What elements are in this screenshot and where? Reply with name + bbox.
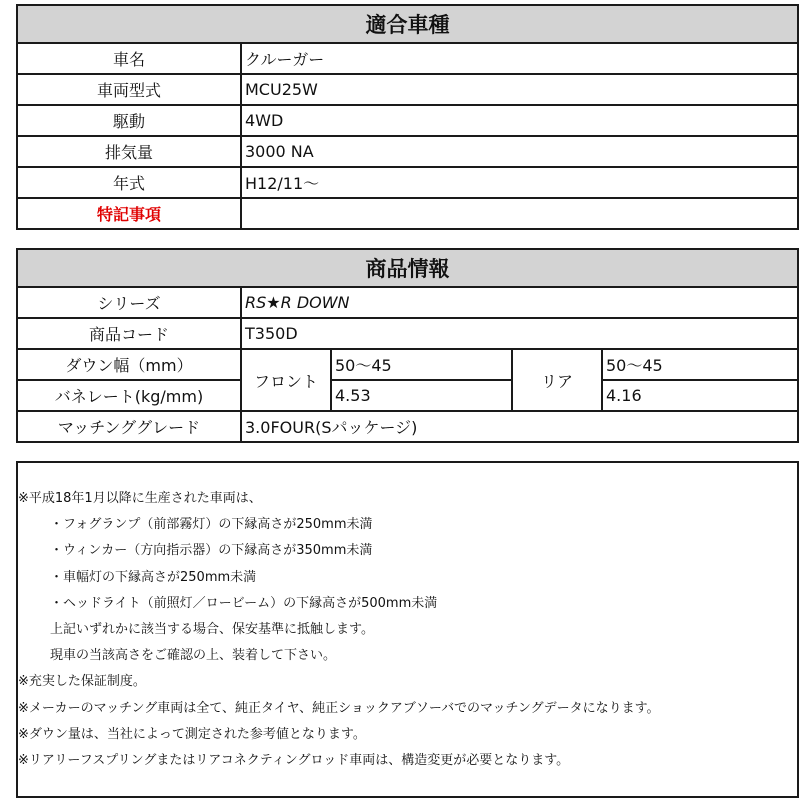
row-label: 排気量 [17,136,241,167]
note-line: ・ウィンカー（方向指示器）の下縁高さが350mm未満 [50,543,373,559]
row-value: MCU25W [241,74,798,105]
row-value: 3000 NA [241,136,798,167]
notes-box [16,461,799,798]
front-label: フロント [241,349,331,411]
row-value: クルーガー [241,43,798,74]
note-line: ※ダウン量は、当社によって測定された参考値となります。 [18,726,366,742]
row-value: 4WD [241,105,798,136]
note-line: ※メーカーのマッチング車両は全て、純正タイヤ、純正ショックアブソーバでのマッチングデータになります。 [18,700,660,716]
note-line: ※リアリーフスプリングまたはリアコネクティングロッド車両は、構造変更が必要となります。 [18,753,570,769]
table-row [17,105,798,136]
row-label: 車名 [17,43,241,74]
row-label: 車両型式 [17,74,241,105]
row-label: 駆動 [17,105,241,136]
special-notes-label: 特記事項 [17,198,241,229]
special-notes-value [241,198,798,229]
rear-down-value: 50～45 [602,349,798,380]
table-row [17,74,798,105]
note-line: ※充実した保証制度。 [18,674,146,690]
product-table-title: 商品情報 [17,249,798,287]
series-value: RS★R DOWN [241,287,798,318]
series-label: シリーズ [17,287,241,318]
table-row [17,43,798,74]
table-row [17,380,798,411]
table-row [17,198,798,229]
table-row [17,318,798,349]
table-row [17,349,798,380]
vehicle-compatibility-table [16,4,799,230]
product-info-table [16,248,799,443]
table-row [17,167,798,198]
front-down-value: 50～45 [331,349,512,380]
matching-grade-value: 3.0FOUR(Sパッケージ) [241,411,798,442]
note-line: ・フォグランプ（前部霧灯）の下縁高さが250mm未満 [50,517,373,533]
front-rate-value: 4.53 [331,380,512,411]
row-label: 年式 [17,167,241,198]
note-line: ・ヘッドライト（前照灯／ロービーム）の下縁高さが500mm未満 [50,595,438,611]
note-line: ※平成18年1月以降に生産された車両は、 [18,491,262,506]
product-code-value: T350D [241,318,798,349]
note-line: 現車の当該高さをご確認の上、装着して下さい。 [50,648,337,664]
table-row [17,136,798,167]
matching-grade-label: マッチンググレード [17,411,241,442]
table-row [17,287,798,318]
note-line: ・車幅灯の下縁高さが250mm未満 [50,569,257,585]
rear-rate-value: 4.16 [602,380,798,411]
note-line: 上記いずれかに該当する場合、保安基準に抵触します。 [50,622,374,638]
product-code-label: 商品コード [17,318,241,349]
vehicle-table-title: 適合車種 [17,5,798,43]
spring-rate-label: バネレート(kg/mm) [17,380,241,411]
row-value: H12/11～ [241,167,798,198]
rear-label: リア [512,349,602,411]
table-row [17,411,798,442]
down-width-label: ダウン幅（mm） [17,349,241,380]
